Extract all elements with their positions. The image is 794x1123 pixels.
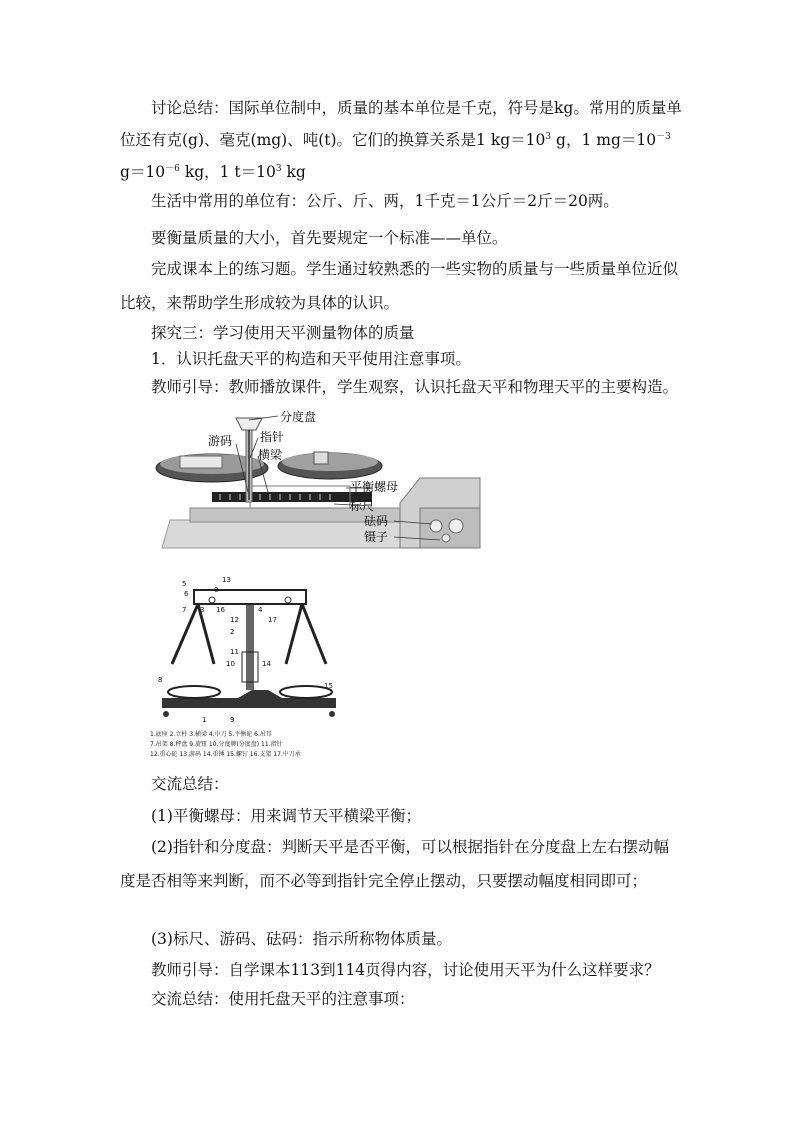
p1-part-d: kg，1 t＝10 <box>179 163 276 181</box>
num-3: 3 <box>200 606 205 614</box>
num-6: 6 <box>184 590 189 598</box>
label-pointer: 指针 <box>260 430 285 444</box>
paragraph-unit-summary <box>120 92 682 188</box>
p1-exp-3: －6 <box>165 164 180 174</box>
num-9: 9 <box>230 716 235 724</box>
paragraph-common-units: 生活中常用的单位有：公斤、斤、两，1千克＝1公斤＝2斤＝20两。 <box>151 192 619 210</box>
p1-exp-4: 3 <box>275 164 282 174</box>
paragraph-balance-nut: (1)平衡螺母：用来调节天平横梁平衡； <box>151 807 421 825</box>
p1-part-a: 讨论总结：国际单位制中，质量的基本单位是千克，符号是kg。常用的质量单位还有克(g)、毫克(mg)、吨(t)。它们的换算关系是1 kg＝10 <box>120 99 682 149</box>
section-heading-explore-3: 探究三：学习使用天平测量物体的质量 <box>151 324 415 342</box>
label-rider: 游码 <box>208 434 233 448</box>
paragraph-exercises: 完成课本上的练习题。学生通过较熟悉的一些实物的质量与一些质量单位近似比较，来帮助学生形成较为具体的认识。 <box>120 260 679 312</box>
num-0: 0 <box>214 586 219 594</box>
paragraph-exchange-2: 交流总结：使用托盘天平的注意事项： <box>151 990 415 1008</box>
paragraph-teacher-guide-1: 教师引导：教师播放课件，学生观察，认识托盘天平和物理天平的主要构造。 <box>151 378 679 396</box>
figure-physical-balance <box>150 574 350 762</box>
fig2-caption-3: 12.重心砣 13.游码 14.重锤 15.螺钉 16.支架 17.中刀承 <box>150 751 301 758</box>
paragraph-pointer-dial: (2)指针和分度盘：判断天平是否平衡，可以根据指针在分度盘上左右摆动幅度是否相等来判断，而不必等到指针完全停止摆动，只要摆动幅度相同即可； <box>120 838 669 890</box>
paragraph-standard-unit: 要衡量质量的大小，首先要规定一个标准——单位。 <box>151 229 508 247</box>
num-4: 4 <box>258 606 263 614</box>
num-17: 17 <box>268 616 277 624</box>
num-1: 1 <box>202 716 207 724</box>
label-dial: 分度盘 <box>280 410 317 424</box>
p1-exp-1: 3 <box>545 132 552 142</box>
p1-part-b: g，1 mg＝10 <box>551 131 657 149</box>
paragraph-scale-rider: (3)标尺、游码、砝码：指示所称物体质量。 <box>151 930 452 948</box>
p1-exp-2: －3 <box>656 132 671 142</box>
num-2: 2 <box>230 628 235 636</box>
label-balance-nut: 平衡螺母 <box>350 480 399 494</box>
num-14: 14 <box>262 660 271 668</box>
p1-part-e: kg <box>281 163 306 181</box>
num-16: 16 <box>216 606 225 614</box>
paragraph-teacher-guide-2: 教师引导：自学课本113到114页得内容，讨论使用天平为什么这样要求？ <box>151 961 660 979</box>
label-beam: 横梁 <box>258 448 283 462</box>
paragraph-exchange-1: 交流总结： <box>151 775 229 793</box>
label-scale: 标尺 <box>350 499 375 513</box>
p1-part-c: g＝10 <box>120 163 166 181</box>
num-7: 7 <box>182 606 187 614</box>
label-tweezers: 镊子 <box>364 530 389 544</box>
beam-scale <box>212 492 372 502</box>
num-11: 11 <box>230 648 239 656</box>
phys-balance-base <box>162 690 336 708</box>
paragraph-step-1: 1．认识托盘天平的构造和天平使用注意事项。 <box>151 350 471 368</box>
label-weights: 砝码 <box>364 514 389 528</box>
num-15: 15 <box>324 682 333 690</box>
figure-tray-balance <box>150 408 490 560</box>
num-5a: 5 <box>182 580 187 588</box>
fig2-caption-1: 1.底座 2.立柱 3.横梁 4.中刀 5.平衡砣 6.吊耳 <box>150 731 272 738</box>
num-12: 12 <box>230 616 239 624</box>
num-13: 13 <box>222 576 231 584</box>
balance-base <box>162 520 430 548</box>
num-8: 8 <box>158 676 163 684</box>
fig2-caption-2: 7.吊架 8.秤盘 9.旋钮 10.分度牌(分度盘) 11.指针 <box>150 741 283 748</box>
num-10: 10 <box>226 660 235 668</box>
